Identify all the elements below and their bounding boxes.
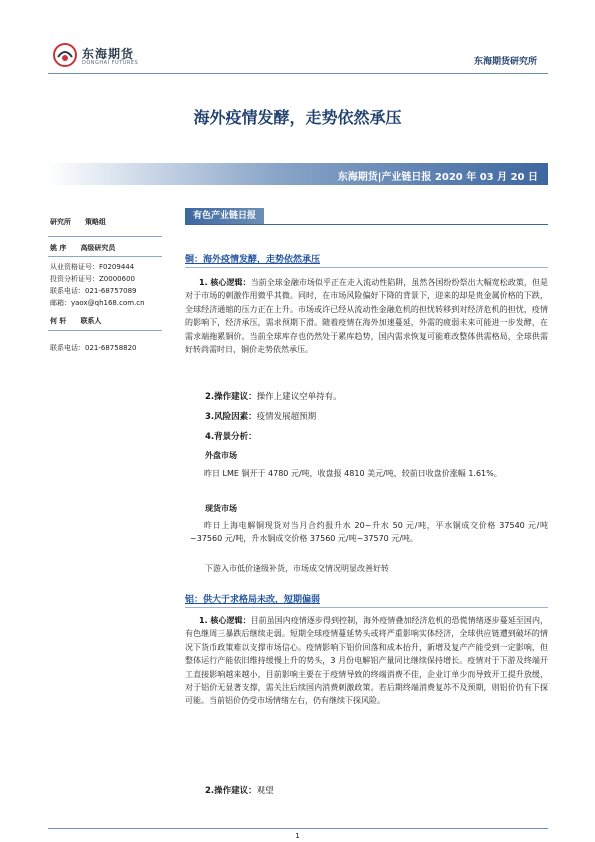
- institute-name: 东海期货研究所: [473, 57, 537, 67]
- dept-label: 研究所: [50, 218, 71, 226]
- copper-risk-label: 3.风险因素：: [205, 412, 257, 422]
- copper-op-text: 操作上建议空单持有。: [256, 392, 342, 402]
- footer-divider: [48, 828, 548, 829]
- dept-name: 策略组: [85, 218, 106, 226]
- copper-bg-label: 4.背景分析：: [205, 432, 257, 442]
- copper-op-label: 2.操作建议：: [205, 392, 257, 402]
- banner-text: 东海期货|产业链日报 2020 年 03 月 20 日: [337, 172, 538, 183]
- copper-operation: [205, 391, 342, 403]
- report-banner: [48, 163, 548, 185]
- analyst-phone: 联系电话：021-68757089: [50, 287, 137, 295]
- analyst-email[interactable]: 邮箱：yaox@qh168.com.cn: [50, 299, 145, 307]
- overseas-text: 昨日 LME 铜开于 4780 元/吨，收盘报 4810 美元/吨，较前日收盘价涨幅 1.61%。: [204, 469, 502, 478]
- contact-line: [50, 316, 101, 326]
- contact-name: 何 轩: [50, 317, 67, 325]
- aluminum-logic-text: 目前虽国内疫情逐步得到控制，海外疫情叠加经济危机的恐慌情绪逐步蔓延至国内，有色继周三暴跌后继续走弱。短期全球疫情蔓延势头或将严重影响实体经济，全球供应链遭到破坏的情况下货币政策难以支撑市场信心。疫情影响下铝价回落和成本抬升，新增及复产产能受到一定影响，但整体运行产能依旧维持缓慢上升的势头，3 月份电解铝产量同比继续保持增长。疫情对于下游及终端开工直接影响越来越小，目前影响主要在于疫情导致的终端消费不佳，企业订单少而导致开工提升放缓，对于铝价无显著支撑，需关注后续国内消费刺激政策。若后期终端消费复苏不及预期，则铝价仍有下探可能。当前铝价仍受市场情绪左右，仍有继续下探风险。: [185, 616, 549, 706]
- left-divider: [48, 330, 162, 331]
- donghai-logo-icon: [52, 42, 78, 68]
- aluminum-title: 铝：供大于求格局未改，短期偏弱: [185, 592, 548, 608]
- analyst-name: 姚 序: [50, 244, 67, 252]
- aluminum-operation: [205, 785, 274, 797]
- copper-risk-text: 疫情发展超预期: [256, 412, 317, 422]
- consult-number: 投资分析证号：Z0000600: [50, 275, 135, 283]
- analyst-title: 高级研究员: [80, 244, 116, 252]
- section-header: [185, 208, 548, 225]
- aluminum-op-label: 2.操作建议：: [205, 786, 257, 796]
- copper-logic-text: 当前全球金融市场似乎正在走入流动性陷阱，虽然各国纷纷祭出大幅宽松政策，但是对于市场的刺激作用微乎其微。同时，在市场风险偏好下降的背景下，迎来的却是贵金属价格的下跌，全球经济通缩的压力正在上升。市场或许已经从流动性金融危机的担忧转移到对经济危机的担忧，疫情的影响下，经济承压，需求预期下滑。随着疫情在海外加速蔓延，外需的疲弱未来可能进一步发酵，在需求端拖累铜价。当前全球库存也仍然处于累库趋势，国内需求恢复可能难改整体供需格局，全球供需好转尚需时日，铜价走势依然承压。: [185, 278, 549, 355]
- header-divider: [48, 73, 548, 74]
- copper-title: 铜：海外疫情发酵，走势依然承压: [185, 252, 548, 268]
- copper-risk: [205, 411, 316, 423]
- left-divider: [48, 256, 162, 257]
- copper-logic: [185, 276, 548, 356]
- spot-heading: 现货市场: [205, 504, 237, 513]
- logo-cn-text: 东海期货: [82, 47, 135, 61]
- aluminum-logic: [185, 614, 548, 708]
- logo-en-text: DONGHAI FUTURES: [82, 60, 139, 66]
- spot-text-2: 下游入市低价逢级补货，市场成交情况明显改善好转: [205, 564, 389, 573]
- company-logo: [52, 40, 152, 74]
- aluminum-logic-label: 1. 核心逻辑：: [199, 616, 251, 625]
- dept-line: [50, 217, 106, 227]
- cert-number: 从业资格证号：F0209444: [50, 263, 135, 271]
- aluminum-op-text: 观望: [256, 786, 274, 796]
- contact-title: 联系人: [80, 317, 102, 325]
- page-title: 海外疫情发酵，走势依然承压: [193, 108, 402, 127]
- page-number: 1: [295, 832, 300, 840]
- section-tag: 有色产业链日报: [185, 208, 264, 224]
- copper-background: [205, 431, 257, 443]
- analyst-line: [50, 243, 115, 253]
- contact-phone: 联系电话：021-68758820: [50, 344, 137, 352]
- copper-logic-label: 1. 核心逻辑：: [199, 278, 251, 287]
- spot-text: 昨日上海电解铜现货对当月合约报升水 20~升水 50 元/吨，平水铜成交价格 37540 元/吨~37560 元/吨，升水铜成交价格 37560 元/吨~37570 元/吨。: [190, 521, 548, 544]
- overseas-heading: 外盘市场: [205, 451, 237, 460]
- left-divider: [48, 236, 162, 237]
